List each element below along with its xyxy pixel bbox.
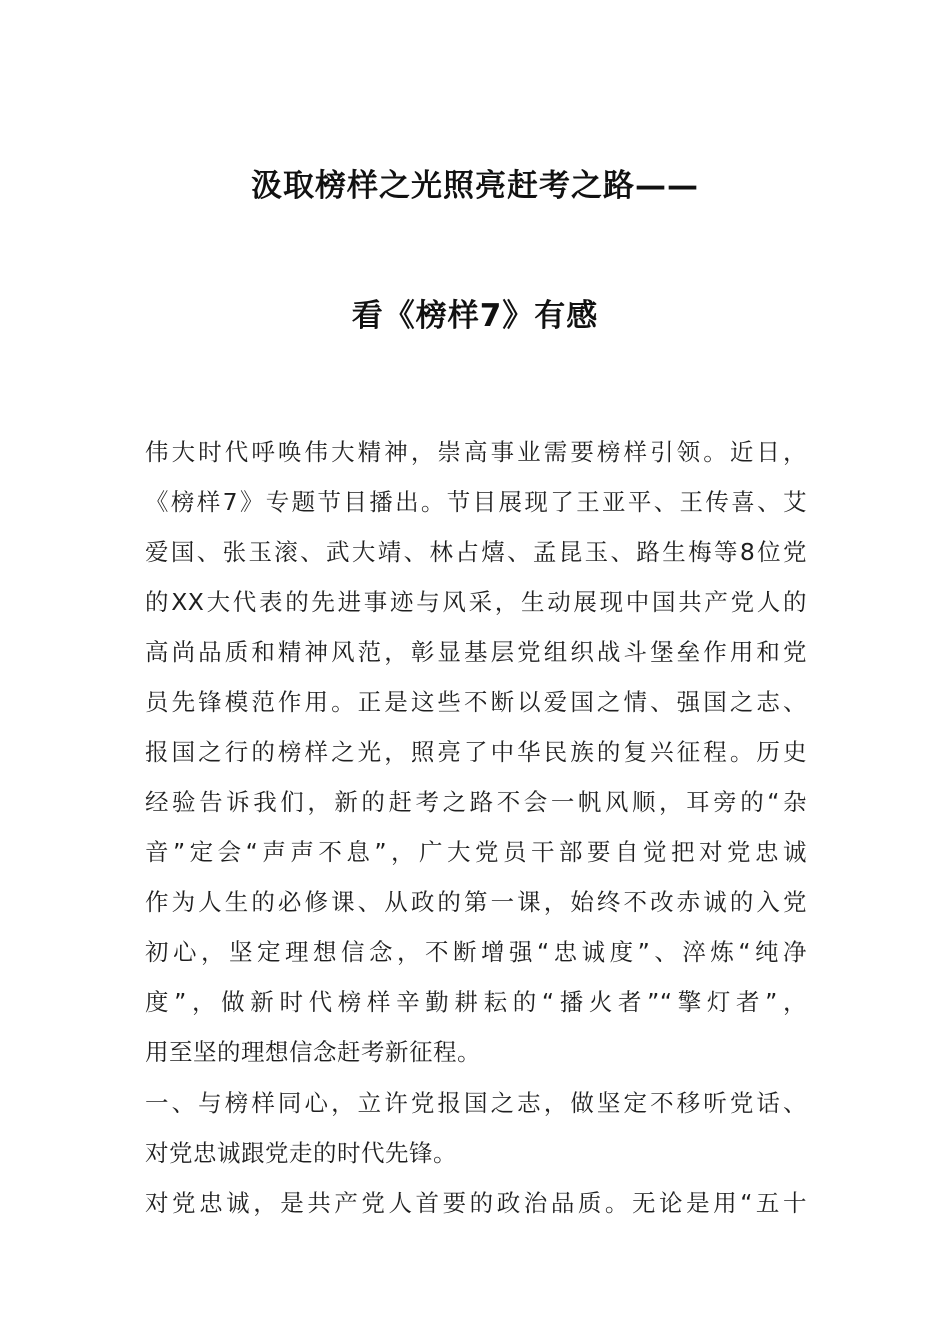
paragraph-line: 作为人生的必修课、从政的第一课，始终不改赤诚的入党 <box>145 888 807 916</box>
document-title-line-1: 汲取榜样之光照亮赶考之路—— <box>251 168 699 204</box>
paragraph-line: 初心，坚定理想信念，不断增强“忠诚度”、淬炼“纯净 <box>145 938 807 966</box>
heading-line: 对党忠诚跟党走的时代先锋。 <box>145 1139 457 1167</box>
paragraph-line: 伟大时代呼唤伟大精神，崇高事业需要榜样引领。近日， <box>145 438 807 466</box>
paragraph-line: 对党忠诚，是共产党人首要的政治品质。无论是用“五十 <box>145 1189 807 1217</box>
paragraph-line: 音”定会“声声不息”，广大党员干部要自觉把对党忠诚 <box>145 838 807 866</box>
paragraph-line: 度”，做新时代榜样辛勤耕耘的“播火者”“擎灯者”， <box>145 988 807 1016</box>
paragraph-line: 《榜样7》专题节目播出。节目展现了王亚平、王传喜、艾 <box>145 488 807 516</box>
paragraph-line: 爱国、张玉滚、武大靖、林占熺、孟昆玉、路生梅等8位党 <box>145 538 807 566</box>
paragraph-line: 用至坚的理想信念赶考新征程。 <box>145 1038 481 1066</box>
heading-line: 一、与榜样同心，立许党报国之志，做坚定不移听党话、 <box>145 1089 807 1117</box>
paragraph-line: 员先锋模范作用。正是这些不断以爱国之情、强国之志、 <box>145 688 807 716</box>
document-title-line-2: 看《榜样7》有感 <box>351 298 599 334</box>
section-1-paragraph <box>145 1178 807 1228</box>
intro-paragraph <box>145 427 807 1077</box>
paragraph-line: 经验告诉我们，新的赶考之路不会一帆风顺，耳旁的“杂 <box>145 788 807 816</box>
section-heading-1 <box>145 1078 807 1178</box>
paragraph-line: 报国之行的榜样之光，照亮了中华民族的复兴征程。历史 <box>145 738 807 766</box>
paragraph-line: 高尚品质和精神风范，彰显基层党组织战斗堡垒作用和党 <box>145 638 807 666</box>
paragraph-line: 的XX大代表的先进事迹与风采，生动展现中国共产党人的 <box>145 588 807 616</box>
